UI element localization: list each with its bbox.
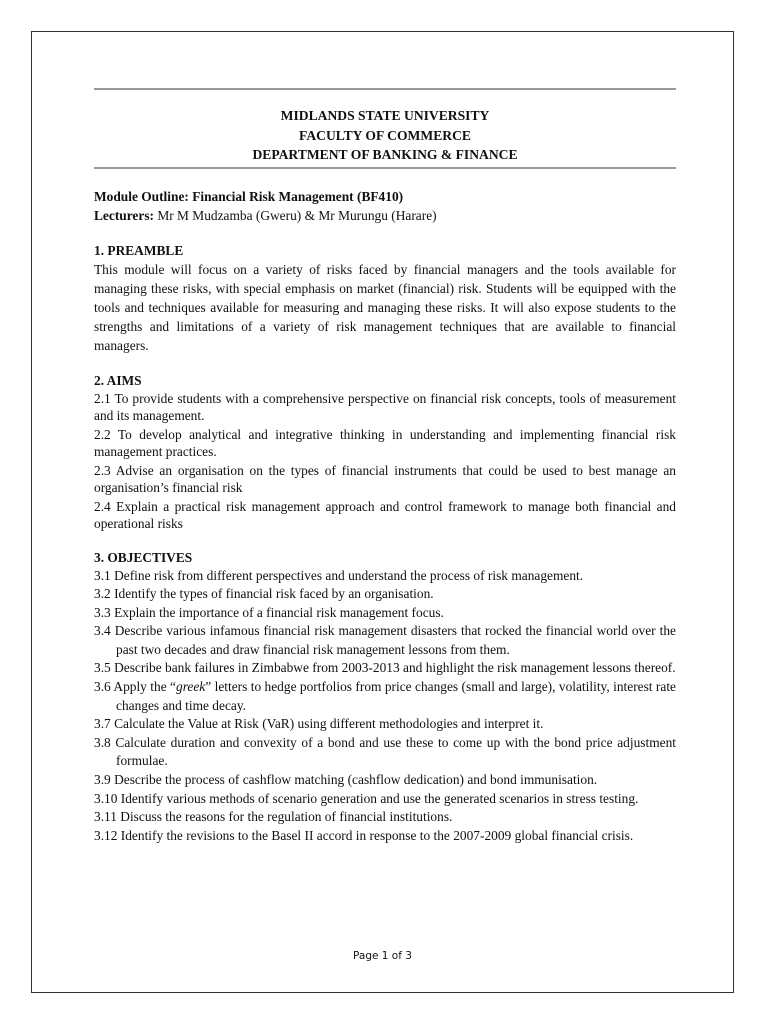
- objective-item: 3.12 Identify the revisions to the Basel II accord in response to the 2007-2009 global financial crisis.: [94, 827, 634, 843]
- module-title: Module Outline: Financial Risk Management (BF410): [94, 188, 404, 204]
- objective-36-italic: greek: [176, 679, 206, 695]
- faculty-name: FACULTY OF COMMERCE: [299, 127, 471, 143]
- lecturers-line: [94, 206, 676, 225]
- objective-item: 3.3 Explain the importance of a financial risk management focus.: [94, 604, 444, 620]
- module-info: [94, 187, 676, 225]
- objectives-list: [94, 567, 676, 846]
- lecturers-label: Lecturers:: [94, 207, 154, 223]
- aims-heading: 2. AIMS: [94, 372, 142, 388]
- objective-36-suffix: ” letters to hedge portfolios from price changes (small and large), volatility, interest rate changes and time decay.: [116, 679, 676, 713]
- aim-item: 2.3 Advise an organisation on the types of financial instruments that could be used to best manage an organisation’s financial risk: [94, 462, 676, 495]
- objective-item: 3.7 Calculate the Value at Risk (VaR) using different methodologies and interpret it.: [94, 716, 544, 732]
- aim-item: 2.2 To develop analytical and integrative thinking in understanding and implementing financial risk management practices.: [94, 426, 676, 459]
- page-number: Page 1 of 3: [353, 950, 412, 962]
- preamble-heading: 1. PREAMBLE: [94, 242, 184, 258]
- objective-item: 3.1 Define risk from different perspectives and understand the process of risk management.: [94, 567, 584, 583]
- objective-item: 3.10 Identify various methods of scenario generation and use the generated scenarios in stress testing.: [94, 790, 639, 806]
- document-page: [31, 31, 734, 993]
- aim-item: 2.1 To provide students with a comprehensive perspective on financial risk concepts, tools of measurement and its management.: [94, 390, 676, 423]
- objective-item: 3.11 Discuss the reasons for the regulation of financial institutions.: [94, 809, 453, 825]
- objective-item: 3.8 Calculate duration and convexity of a bond and use these to come up with the bond price adjustment formulae.: [94, 734, 676, 769]
- objective-36-prefix: 3.6 Apply the “: [94, 679, 176, 695]
- university-name: MIDLANDS STATE UNIVERSITY: [280, 108, 490, 123]
- department-name: DEPARTMENT OF BANKING & FINANCE: [252, 147, 518, 162]
- document-header: [94, 90, 676, 167]
- objective-item-greek: [94, 678, 676, 715]
- objective-item: 3.5 Describe bank failures in Zimbabwe from 2003-2013 and highlight the risk management lessons thereof.: [94, 660, 676, 676]
- objectives-heading: 3. OBJECTIVES: [94, 549, 193, 565]
- objective-item: 3.4 Describe various infamous financial risk management disasters that rocked the financial world over the past two decades and draw financial risk management lessons from them.: [94, 623, 676, 657]
- aim-item: 2.4 Explain a practical risk management approach and control framework to manage both financial and operational risks: [94, 498, 676, 531]
- page-content: [94, 88, 676, 845]
- objective-item: 3.9 Describe the process of cashflow matching (cashflow dedication) and bond immunisation.: [94, 772, 598, 788]
- objective-item: 3.2 Identify the types of financial risk faced by an organisation.: [94, 586, 434, 602]
- lecturers-names: Mr M Mudzamba (Gweru) & Mr Murungu (Harare): [153, 207, 437, 223]
- preamble-text: This module will focus on a variety of risks faced by financial managers and the tools available for managing these risks, with special emphasis on market (financial) risk. Students will be equipped with the tools and techniques available for measuring and managing these risks. It will also expose students to the strengths and limitations of a variety of risk management techniques that are available to financial managers.: [94, 261, 676, 353]
- header-rule: [94, 167, 676, 169]
- aims-list: [94, 390, 676, 532]
